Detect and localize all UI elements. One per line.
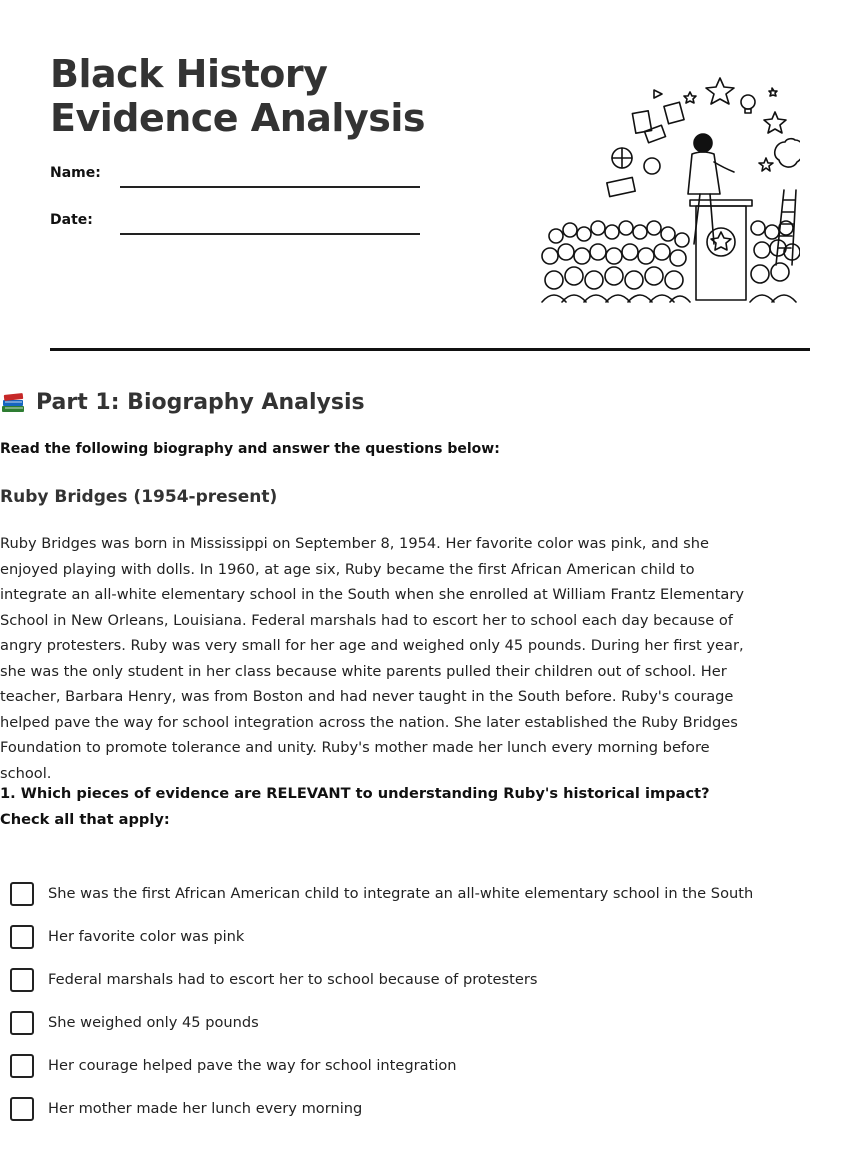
name-write-line[interactable] xyxy=(120,186,420,188)
checklist-item[interactable] xyxy=(10,1044,770,1087)
checklist-item-label: Her mother made her lunch every morning xyxy=(48,1100,363,1117)
checkbox[interactable] xyxy=(10,882,34,906)
checkbox[interactable] xyxy=(10,1054,34,1078)
checklist-item[interactable] xyxy=(10,915,770,958)
checklist-item[interactable] xyxy=(10,872,770,915)
books-icon xyxy=(0,389,26,415)
biography-text: Ruby Bridges was born in Mississippi on September 8, 1954. Her favorite color was pink, and she enjoyed playing with dolls. In 1960, at age six, Ruby became the first African American child to integrate an all-white elementary school in the South when she enrolled at William Frantz Elementary School in New Orleans, Louisiana. Federal marshals had to escort her to school each day because of angry protesters. Ruby was very small for her age and weighed only 45 pounds. During her first year, she was the only student in her class because white parents pulled their children out of school. Her teacher, Barbara Henry, was from Boston and had never taught in the South before. Ruby's courage helped pave the way for school integration across the nation. She later established the Ruby Bridges Foundation to promote tolerance and unity. Ruby's mother made her lunch every morning before school. xyxy=(0,535,745,782)
checklist-item-label: Her courage helped pave the way for school integration xyxy=(48,1057,457,1074)
speaker-podium-illustration xyxy=(540,70,800,305)
biography-heading: Ruby Bridges (1954-present) xyxy=(0,487,278,507)
page-title: Black History Evidence Analysis xyxy=(50,52,425,140)
header-divider xyxy=(50,348,810,351)
checklist-item[interactable] xyxy=(10,958,770,1001)
worksheet-header xyxy=(50,0,810,352)
checklist-item-label: She weighed only 45 pounds xyxy=(48,1014,259,1031)
checkbox[interactable] xyxy=(10,968,34,992)
instructions: Read the following biography and answer the questions below: xyxy=(0,441,500,457)
name-field[interactable] xyxy=(50,165,120,181)
date-field[interactable] xyxy=(50,212,120,228)
section-title-text: Part 1: Biography Analysis xyxy=(36,389,365,415)
name-label: Name: xyxy=(50,165,101,181)
date-write-line[interactable] xyxy=(120,233,420,235)
checkbox[interactable] xyxy=(10,1011,34,1035)
checkbox[interactable] xyxy=(10,1097,34,1121)
checklist-item-label: She was the first African American child to integrate an all-white elementary school in the South xyxy=(48,885,754,902)
checklist-item-label: Her favorite color was pink xyxy=(48,928,245,945)
date-label: Date: xyxy=(50,212,93,228)
checklist-item[interactable] xyxy=(10,1087,770,1130)
section-title-part1 xyxy=(0,389,365,415)
question-1: 1. Which pieces of evidence are RELEVANT to understanding Ruby's historical impact? Check all that apply: xyxy=(0,785,710,828)
checkbox[interactable] xyxy=(10,925,34,949)
evidence-checklist xyxy=(10,872,770,1130)
checklist-item-label: Federal marshals had to escort her to school because of protesters xyxy=(48,971,538,988)
checklist-item[interactable] xyxy=(10,1001,770,1044)
